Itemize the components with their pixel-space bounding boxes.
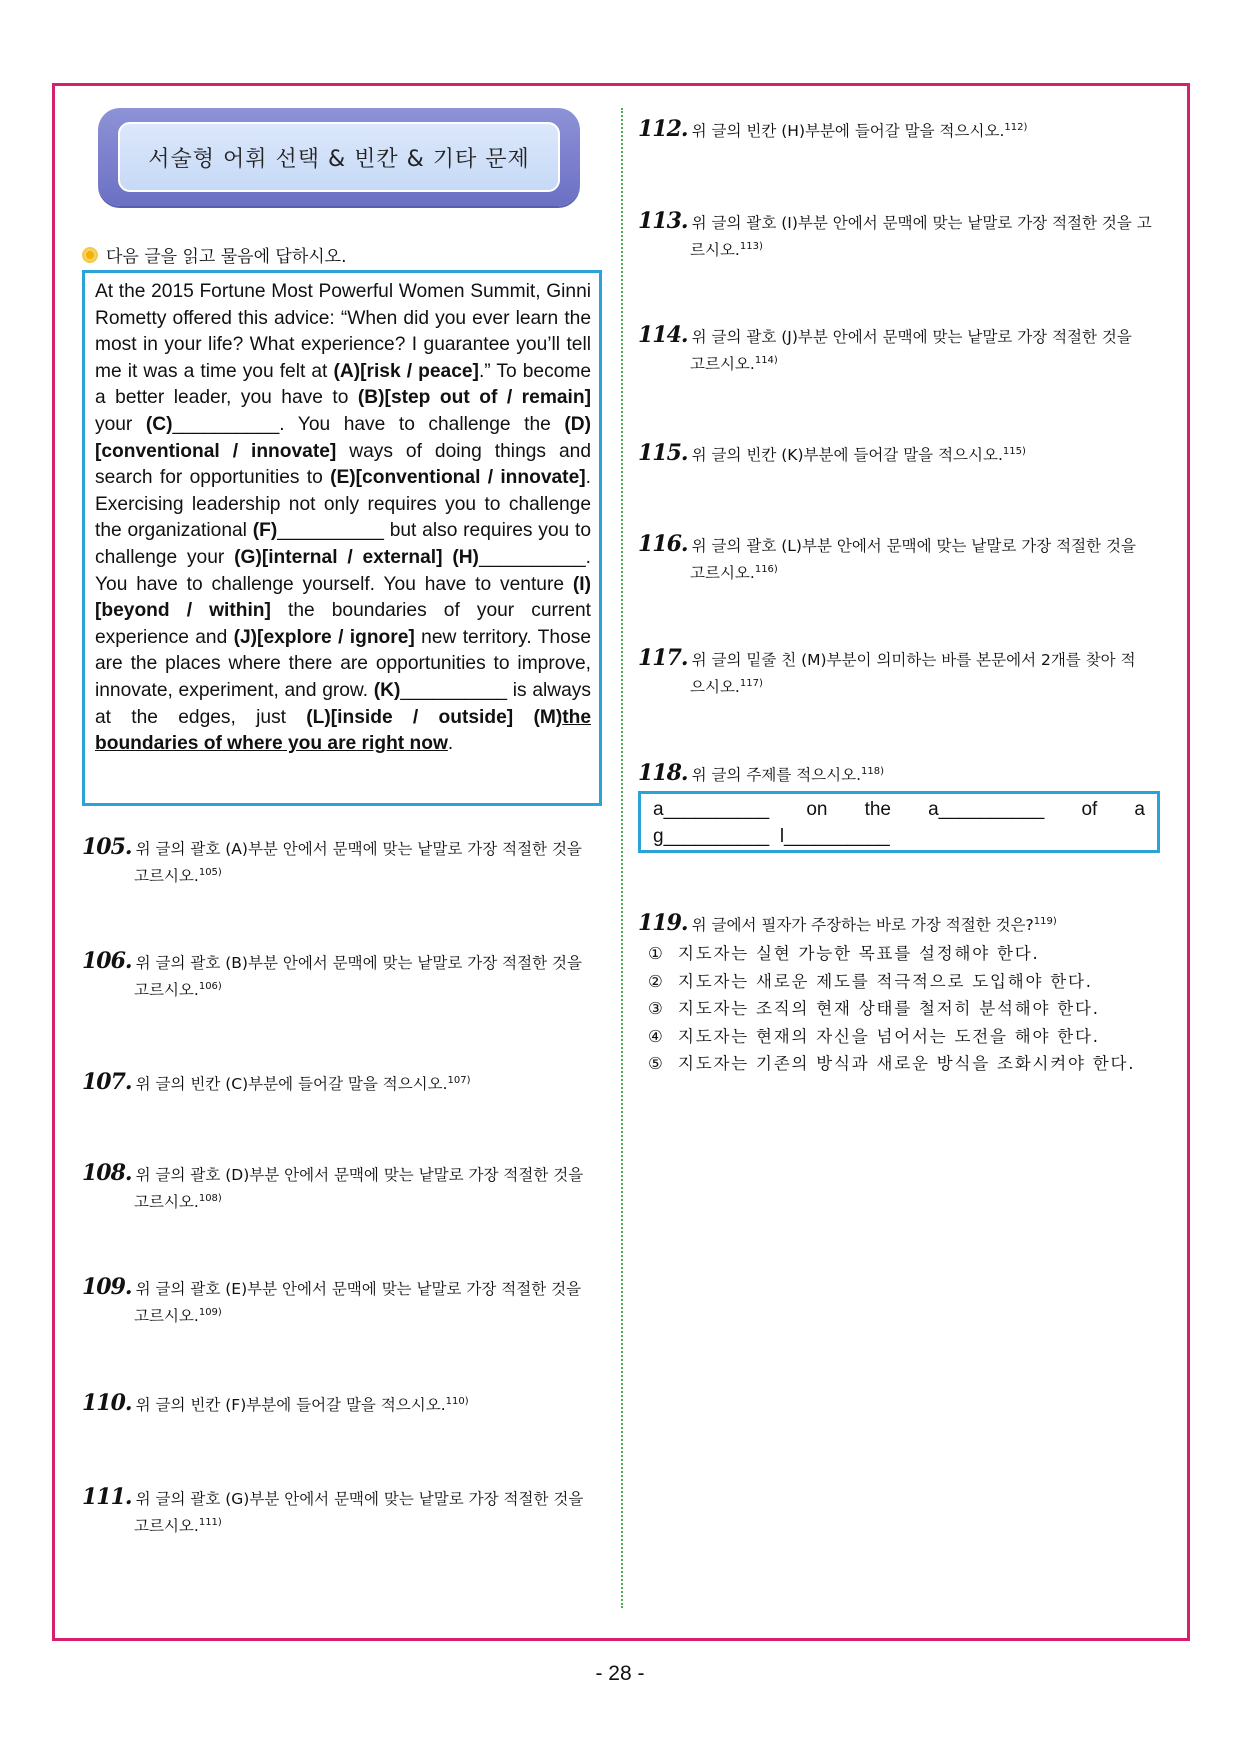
option-3 [648,995,1162,1023]
passage-underline-label-m: (M) [533,706,563,728]
passage-underline-m: the boundaries of where you are right now [95,706,591,755]
question-text-cont: 르시오. [690,241,740,260]
passage-choice-e: (E)[conventional / innovate] [330,467,586,489]
passage-blank-f: (F) [252,520,278,542]
question-number: 112. [638,116,688,143]
question-number: 114. [638,322,688,348]
option-1 [648,940,1162,968]
option-5 [648,1050,1162,1078]
question-117 [638,647,1160,699]
question-text-cont: 고르시오. [690,564,755,583]
footnote-ref: 116) [754,564,778,575]
answer-box-118 [638,791,1160,853]
question-text: 위 글의 괄호 (J)부분 안에서 문맥에 맞는 낱말로 가장 적절한 것을 [691,328,1132,346]
question-number: 106. [82,948,132,974]
footnote-ref: 114) [754,355,778,366]
question-106 [82,950,604,1002]
answer-word: the [864,799,891,820]
question-text: 위 글의 주제를 적으시오. [691,766,862,785]
question-number: 111. [82,1484,132,1510]
option-marker: ④ [648,1026,663,1046]
answer-blank: l__________ [779,826,890,847]
footnote-ref: 108) [198,1193,222,1204]
question-number: 110. [82,1390,132,1417]
question-number: 105. [82,834,132,860]
option-text: 지도자는 조직의 현재 상태를 철저히 분석해야 한다. [678,999,1100,1018]
answer-blank: a__________ [928,799,1045,820]
question-text-cont: 으시오. [690,678,740,697]
question-text-cont: 고르시오. [134,1193,199,1212]
section-title-badge [98,108,580,206]
footnote-ref: 107) [447,1075,471,1086]
question-text: 위 글의 괄호 (B)부분 안에서 문맥에 맞는 낱말로 가장 적절한 것을 [135,954,582,972]
passage-text [442,547,452,568]
question-number: 117. [638,645,688,671]
passage-blank-k: (K) [373,679,401,701]
answer-word: a [1134,799,1145,820]
answer-blank: g__________ [653,826,770,847]
instruction [82,242,347,267]
question-text: 위 글의 빈칸 (K)부분에 들어갈 말을 적으시오. [691,446,1003,465]
question-110 [82,1390,604,1417]
question-105 [82,836,604,888]
answer-blank: a__________ [653,799,770,820]
question-text-cont: 고르시오. [134,1307,199,1326]
question-115 [638,440,1160,467]
passage-choice-l: (L)[inside / outside] [306,706,514,728]
footnote-ref: 106) [198,981,222,992]
question-text: 위 글의 괄호 (L)부분 안에서 문맥에 맞는 낱말로 가장 적절한 것을 [691,537,1136,555]
question-112 [638,116,1160,143]
question-text: 위 글의 빈칸 (C)부분에 들어갈 말을 적으시오. [135,1075,448,1094]
passage-text: __________. You have to challenge yourself. You have to venture [95,546,591,595]
passage-text [513,707,533,728]
passage-blank-h: (H) [452,546,479,568]
question-number: 119. [638,910,688,937]
question-114 [638,324,1160,376]
option-text: 지도자는 기존의 방식과 새로운 방식을 조화시켜야 한다. [678,1054,1136,1073]
passage-choice-g: (G)[internal / external] [234,546,443,568]
footnote-ref: 112) [1004,122,1028,133]
question-text: 위 글의 괄호 (I)부분 안에서 문맥에 맞는 낱말로 가장 적절한 것을 고 [691,214,1152,232]
footnote-ref: 117) [739,678,763,689]
passage-choice-i: (I)[beyond / within] [95,573,591,622]
question-text: 위 글의 괄호 (G)부분 안에서 문맥에 맞는 낱말로 가장 적절한 것을 [135,1490,584,1508]
footnote-ref: 118) [861,766,885,777]
option-2 [648,968,1162,996]
option-text: 지도자는 현재의 자신을 넘어서는 도전을 해야 한다. [678,1026,1100,1046]
question-number: 113. [638,208,688,234]
passage-choice-d: (D)[conventional / innovate] [95,413,591,462]
passage-blank-c: (C) [145,413,173,435]
question-116 [638,533,1160,585]
question-text: 위 글에서 필자가 주장하는 바로 가장 적절한 것은? [691,916,1034,935]
footnote-ref: 115) [1002,446,1026,457]
footnote-ref: 105) [198,867,222,878]
section-title-inner [118,122,560,192]
question-text: 위 글의 괄호 (A)부분 안에서 문맥에 맞는 낱말로 가장 적절한 것을 [135,840,582,858]
question-number: 109. [82,1274,132,1300]
question-text-cont: 고르시오. [134,981,199,1000]
passage-text: the boundaries of your current experience and [95,600,591,648]
question-text: 위 글의 괄호 (D)부분 안에서 문맥에 맞는 낱말로 가장 적절한 것을 [135,1166,584,1184]
passage-choice-a: (A)[risk / peace] [333,360,479,382]
answer-options [648,940,1162,1078]
option-marker: ② [648,971,663,991]
question-number: 107. [82,1069,132,1096]
passage-text: . [447,733,454,755]
answer-box-row-1 [653,796,1145,823]
passage-text: __________. You have to challenge the [172,413,565,435]
question-text: 위 글의 빈칸 (H)부분에 들어갈 말을 적으시오. [691,122,1005,141]
passage-text: At the 2015 Fortune Most Powerful Women Summit, Ginni Rometty offered this advice: “When did you ever learn the most in your life? What experience? I guarantee you’ll tell me it was a time you felt at [95,281,591,382]
passage-text: new territory. Those are the places where there are opportunities to improve, innovate, experiment, and grow. [95,626,592,701]
option-marker: ⑤ [648,1054,663,1073]
question-number: 118. [638,760,688,787]
option-marker: ③ [648,999,663,1018]
question-text-cont: 고르시오. [134,867,199,886]
section-title: 서술형 어휘 선택 & 빈칸 & 기타 문제 [148,146,530,172]
footnote-ref: 111) [198,1517,222,1528]
flower-icon [82,247,98,263]
option-text: 지도자는 새로운 제도를 적극적으로 도입해야 한다. [678,971,1093,991]
passage-choice-b: (B)[step out of / remain] [357,387,591,409]
reading-passage [82,270,602,806]
question-118 [638,760,1160,787]
passage-text: . Exercising leadership not only requires you to challenge the organizational [95,467,591,542]
footnote-ref: 109) [198,1307,222,1318]
passage-text: your [95,413,146,435]
answer-box-row-2 [653,823,1145,850]
footnote-ref: 119) [1033,916,1057,927]
question-113 [638,210,1160,262]
option-marker: ① [648,944,663,963]
footnote-ref: 113) [739,241,763,252]
passage-text: __________ is always at the edges, just [95,679,591,728]
passage-choice-j: (J)[explore / ignore] [233,626,415,648]
question-text: 위 글의 빈칸 (F)부분에 들어갈 말을 적으시오. [135,1396,446,1415]
answer-word: of [1081,799,1098,820]
passage-text: __________ but also requires you to challenge your [95,520,591,568]
option-4 [648,1023,1162,1051]
page-number: - 28 - [595,1662,645,1685]
footnote-ref: 110) [445,1396,469,1407]
question-number: 108. [82,1160,132,1186]
question-text-cont: 고르시오. [690,355,755,374]
question-text: 위 글의 괄호 (E)부분 안에서 문맥에 맞는 낱말로 가장 적절한 것을 [135,1280,582,1298]
question-108 [82,1162,604,1214]
question-109 [82,1276,604,1328]
question-111 [82,1486,604,1538]
question-number: 116. [638,531,688,557]
question-number: 115. [638,440,688,467]
column-divider [621,108,623,1608]
option-text: 지도자는 실현 가능한 목표를 설정해야 한다. [678,944,1040,963]
instruction-text: 다음 글을 읽고 물음에 답하시오. [106,247,347,267]
question-107 [82,1069,604,1096]
passage-text: ways of doing things and search for opportunities to [95,440,591,489]
question-text-cont: 고르시오. [134,1517,199,1536]
answer-word: on [806,799,828,820]
question-text: 위 글의 밑줄 친 (M)부분이 의미하는 바를 본문에서 2개를 찾아 적 [691,651,1136,669]
passage-text: .” To become a better leader, you have to [95,360,591,409]
question-119 [638,910,1160,937]
